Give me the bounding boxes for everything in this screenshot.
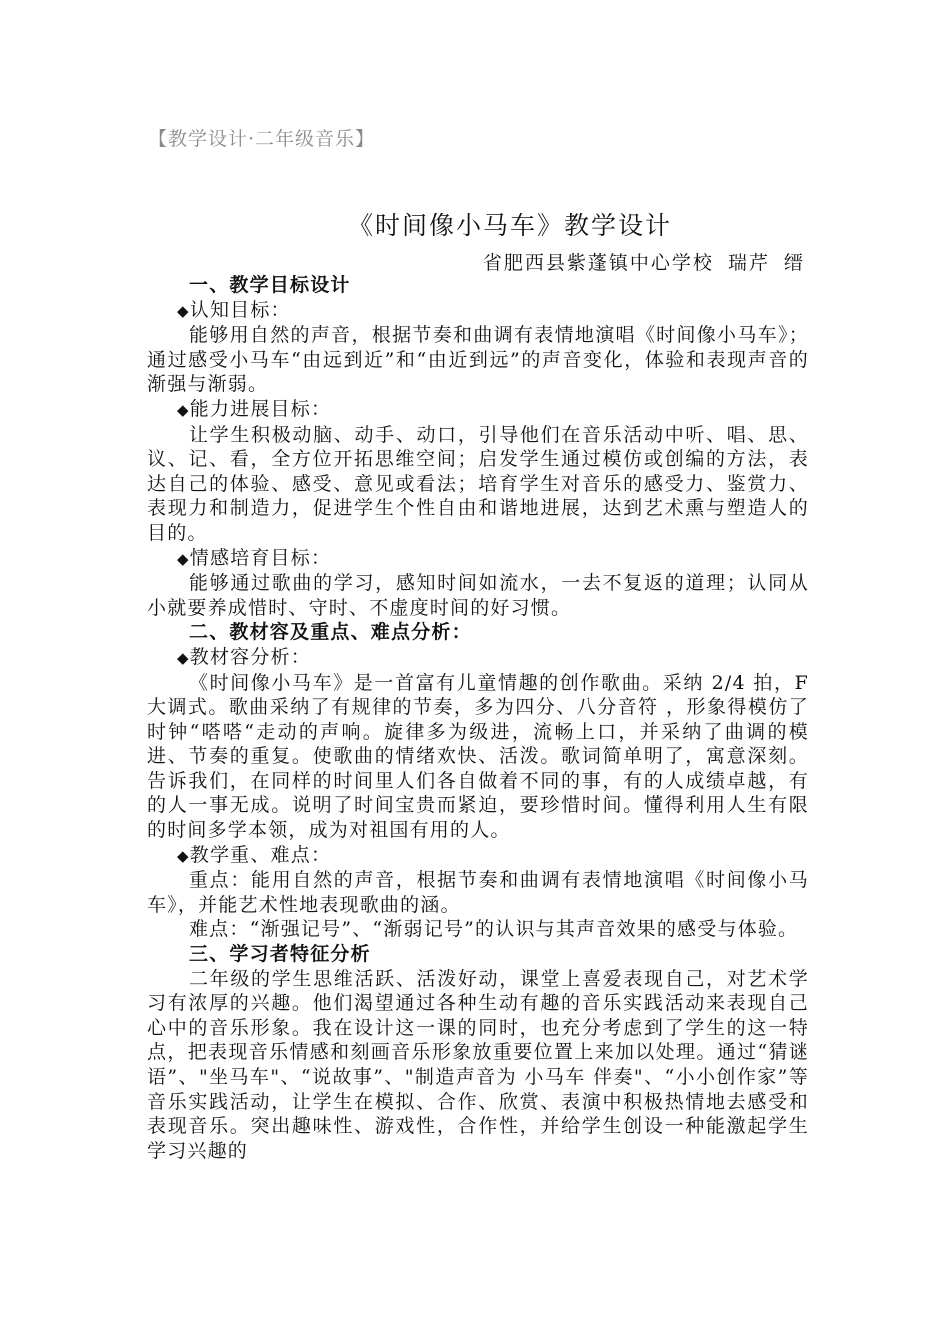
- section-heading-3: 三、学习者特征分析: [189, 943, 371, 966]
- bullet-item: [147, 298, 809, 324]
- document-title: 《时间像小马车》教学设计: [347, 211, 672, 240]
- diamond-bullet-icon: ◆: [177, 846, 190, 865]
- bullet-label: 认知目标：: [189, 298, 291, 321]
- paragraph: 能够通过歌曲的学习，感知时间如流水，一去不复返的道理；认同从小就要养成惜时、守时、不虚度时间的好习惯。: [147, 572, 809, 619]
- paragraph: 能够用自然的声音，根据节奏和曲调有表情地演唱《时间像小马车》；通过感受小马车“由远到近”和“由近到远”的声音变化，体验和表现声音的渐强与渐弱。: [147, 324, 809, 396]
- diamond-bullet-icon: ◆: [177, 301, 190, 320]
- paragraph: 二年级的学生思维活跃、活泼好动，课堂上喜爱表现自己，对艺术学习有浓厚的兴趣。他们渴望通过各种生动有趣的音乐实践活动来表现自己心中的音乐形象。我在设计这一课的同时，也充分考虑到了学生的这一特点，把表现音乐情感和刻画音乐形象放重要位置上来加以处理。通过“猜谜语”、"坐马车"、“说故事”、"制造声音为 小马车 伴奏"、“小小创作家”等音乐实践活动，让学生在模拟、合作、欣赏、表演中积极热情地去感受和表现音乐。突出趣味性、游戏性，合作性，并给学生创设一种能激起学生学习兴趣的: [147, 967, 809, 1162]
- bullet-label: 教学重、难点：: [189, 843, 332, 866]
- section-heading-1: 一、教学目标设计: [189, 274, 351, 296]
- document-body: [147, 273, 809, 1163]
- diamond-bullet-icon: ◆: [177, 549, 190, 568]
- bullet-label: 能力进展目标：: [189, 397, 332, 420]
- diamond-bullet-icon: ◆: [177, 648, 190, 667]
- paragraph: 《时间像小马车》是一首富有儿童情趣的创作歌曲。采纳 2/4 拍，F 大调式。歌曲采纳了有规律的节奏，多为四分、八分音符 ，形象得模仿了时钟“嗒嗒“走动的声响。旋律多为级进，流畅上口，并采纳了曲调的模进、节奏的重复。使歌曲的情绪欢快、活泼。歌词简单明了，寓意深刻。告诉我们，在同样的时间里人们各自做着不同的事，有的人成绩卓越，有的人一事无成。说明了时间宝贵而紧迫，要珍惜时间。懂得利用人生有限的时间多学本领，成为对祖国有用的人。: [147, 671, 809, 842]
- bullet-label: 情感培育目标：: [189, 546, 332, 569]
- bullet-item: [147, 546, 809, 572]
- diamond-bullet-icon: ◆: [177, 400, 190, 419]
- bullet-label: 教材容分析：: [189, 645, 311, 668]
- bullet-item: [147, 843, 809, 869]
- paragraph-difficult-point: 难点：“渐强记号”、“渐弱记号”的认识与其声音效果的感受与体验。: [189, 918, 799, 941]
- document-author: 省肥西县紫蓬镇中心学校 瑞芹 缙: [482, 252, 805, 274]
- section-heading-2: 二、教材容及重点、难点分析：: [189, 621, 472, 644]
- paragraph: 让学生积极动脑、动手、动口，引导他们在音乐活动中听、唱、思、议、记、看，全方位开拓思维空间；启发学生通过模仿或创编的方法，表达自己的体验、感受、意见或看法；培育学生对音乐的感受力、鉴赏力、表现力和制造力，促进学生个性自由和谐地进展，达到艺术熏与塑造人的目的。: [147, 423, 809, 544]
- paragraph-key-point: 重点：能用自然的声音，根据节奏和曲调有表情地演唱《时间像小马车》，并能艺术性地表现歌曲的涵。: [147, 869, 809, 916]
- bullet-item: [147, 645, 809, 671]
- header-tag: 【教学设计·二年级音乐】: [148, 128, 376, 150]
- bullet-item: [147, 397, 809, 423]
